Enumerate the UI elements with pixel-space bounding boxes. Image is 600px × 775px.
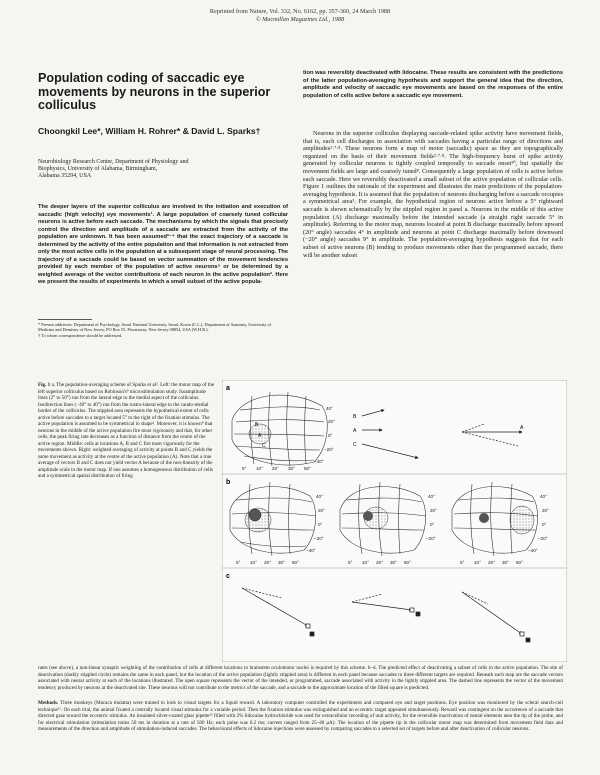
reprint-citation: Reprinted from Nature, Vol. 332, No. 6162, pp. 357-360, 24 March 1988: [209, 8, 391, 15]
methods-section: [38, 700, 563, 733]
iso-amplitude-label: 5°: [236, 560, 241, 565]
iso-amplitude-label: 10°: [362, 560, 369, 565]
iso-amplitude-label: 50°: [404, 560, 411, 565]
iso-direction-label: −40°: [528, 548, 538, 553]
iso-amplitude-label: 20°: [272, 466, 279, 471]
methods-text: Three monkeys (Macaca mulatta) were trained to look to visual targets for a liquid reward. A laboratory computer controlled the experiments and compared eye and target positions. Eye position was monitored by the scleral search-coil technique¹¹. On each trial, the animal fixated a centrally located visual stimulus for a variable period. Then the fixation stimulus was extinguished and an eccentric target appeared simultaneously. Reward was contingent on the occurrence of a saccade that directed gaze toward the eccentric stimulus. An insulated silver-coated glass pipette¹² filled with 2% lidocaine hydrochloride was used for extracellular recording of unit activity, for the reversible inactivation of neural elements near the tip of the probe, and for electrical stimulation (stimulation trains 50 ms in duration at a rate of 500 Hz; each pulse was 0.2 ms; current ranged from 25–40 μA). The location of the pipette tip in the collicular motor map was determined from movement field data and measurements of the direction and amplitude of stimulation-induced saccades. The behavioural effects of lidocaine injections were assessed by comparing saccades to a selected set of targets before and after deactivation of collicular neurons.: [38, 700, 564, 732]
iso-direction-label: 20°: [542, 508, 549, 513]
point-label-c: C: [262, 443, 266, 449]
figure-caption-text: a, The population-averaging scheme of Sparks et al². Left: the motor map of the left superior colliculus based on Robinson's⁹ microstimulation study. Isoamplitude lines (2° to 50°) run from the lateral edge to the medial aspect of the colliculus. Isodirection lines (−40° to 40°) run from the rostro-lateral edge to the caudo-medial border of the colliculus. The stippled area represents the hypothetical extent of cells active before saccades to a target located 5° to the right of the fixation stimulus. The active population is assumed to be symmetrical in shape². Moreover, it is known⁸ that neurons in the middle of the active population fire most vigorously and that, for other cells, the peak firing rate decreases as a function of distance from the centre of the active region. Middle: cells at locations A, B and C fire most vigorously for the movements shown. Right: weighted averaging of activity at points B and C yields the same movement as activity at the centre of the active population (A). Note that a true average of vectors B and C does not yield vector A because of the non-linearity of the amplitude scale in the motor map. If one assumes a homogeneous distribution of cells and a symmetrical spatial distribution of firing: [38, 382, 214, 479]
figure-caption: [38, 382, 214, 480]
body-text: [303, 130, 563, 259]
vector-label-a-right: A: [520, 425, 524, 431]
vector-label-b: B: [353, 414, 357, 420]
abstract-continued: tion was reversibly deactivated with lidocaine. These results are consistent with the predictions of the latter population-averaging hypothesis and support the general idea that the direction, amplitude and velocity of saccadic eye movements are based on the responses of the entire population of cells active before a saccadic eye movement.: [303, 70, 563, 99]
iso-amplitude-label: 10°: [474, 560, 481, 565]
iso-direction-label: −20°: [324, 447, 334, 452]
iso-direction-label: −20°: [538, 536, 548, 541]
body-paragraph: Neurons in the superior colliculus displaying saccade-related spike activity have movement fields, that is, each cell discharges in association with saccades having a particular range of directions and amplitudes²·⁷·⁸. These neurons form a map of motor (saccadic) space as they are topographically organized on the basis of their movement fields²·⁷·⁸. The high-frequency burst of spike activity generated by collicular neurons is tightly coupled temporally to saccade onset¹⁰, but spatially the movement fields are large and coarsely tuned⁸. Consequently a large population of cells is active before each saccade. Here we reversibly deactivated a small subset of the active population of collicular cells. Figure 1 outlines the rationale of the experiment and illustrates the main predictions of the population-averaging hypothesis. It is assumed that the population of neurons discharging before a saccade occupies a symmetrical area³. For example, the hypothetical region of neurons active before a 5° rightward saccade is shown schematically by the stippled region in panel a. Neurons in the middle of this active population (A) discharge maximally before the intended saccade (a straight right saccade 5° in amplitude). Referring to the motor map, neurons located at point B discharge maximally before upward (20° angle) saccades 4° in amplitude and neurons at point C discharge maximally before downward (−20° angle) saccades 9° in amplitude. The population-averaging hypothesis suggests that for each subset of active neurons (B) tending to produce movements other than the programmed saccade, there will be another subset: [303, 130, 563, 259]
iso-amplitude-label: 50°: [516, 560, 523, 565]
iso-amplitude-label: 30°: [288, 466, 295, 471]
point-label-b: B: [255, 422, 259, 428]
point-label-a: A: [258, 433, 262, 439]
figure-1: [222, 380, 567, 662]
affiliation-line: Alabama 35294, USA: [38, 173, 92, 180]
iso-amplitude-label: 10°: [250, 560, 257, 565]
iso-direction-label: 0°: [318, 522, 323, 527]
iso-direction-label: 40°: [326, 406, 333, 411]
iso-direction-label: 0°: [430, 522, 435, 527]
iso-amplitude-label: 30°: [390, 560, 397, 565]
author-list: Choongkil Lee*, William H. Rohrer* & David L. Sparks†: [38, 126, 261, 136]
panel-label-c: c: [226, 573, 230, 580]
iso-direction-label: −40°: [306, 548, 316, 553]
author-affiliation: [38, 159, 278, 181]
reprint-header: [0, 8, 600, 24]
affiliation-line: Neurobiology Research Center, Department of Physiology and: [38, 159, 189, 165]
iso-direction-label: 20°: [328, 419, 335, 424]
iso-direction-label: 0°: [328, 433, 333, 438]
iso-amplitude-label: 30°: [502, 560, 509, 565]
iso-amplitude-label: 30°: [278, 560, 285, 565]
iso-direction-label: 0°: [542, 522, 547, 527]
footnote-rule: [38, 319, 92, 320]
iso-direction-label: 20°: [318, 508, 325, 513]
iso-amplitude-label: 50°: [292, 560, 299, 565]
figure-caption-continued: rates (see above), a non-linear synaptic weighting of the contribution of cells at different locations to brainstem oculomotor nuclei is required by this scheme. b–d, The predicted effect of deactivating a subset of cells in the active population. The site of deactivation (darkly stippled circle) remains the same in each panel, but the location of the active population (lightly stippled area) is different in each panel because saccades to three different targets are required. Beneath each map are the saccade vectors associated with neural activity at each of the locations illustrated. The open square represents the vector of the intended, or programmed, saccade associated with activity in the lightly stippled area. The dashed line represents the vector of the movement tendency produced by neurons at the deactivated site. These neurons will not contribute to the metrics of the saccade, and a saccade to the approximate location of the filled square is predicted.: [38, 665, 563, 691]
figure-label: Fig. 1: [38, 382, 51, 388]
abstract: The deeper layers of the superior colliculus are involved in the initiation and execution of saccadic (high velocity) eye movements¹. A large population of coarsely tuned collicular neurons is active before each saccade. The mechanisms by which the signals that precisely control the direction and amplitude of a saccade are extracted from the activity of the population are unknown. It has been assumed²⁻⁴ that the exact trajectory of a saccade is determined by the activity of the entire population and that information is not extracted from only the most active cells in the population at a subsequent stage of neural processing. The trajectory of a saccade could be based on vector summation of the movement tendencies provided by each member of the population of active neurons⁵ or be determined by a weighted average of the vector contributions of each neuron in the active population². Here we present the results of experiments in which a small subset of the active popula-: [38, 204, 288, 286]
iso-direction-label: −40°: [314, 459, 324, 464]
vector-label-a: A: [353, 428, 357, 434]
article-title: Population coding of saccadic eye movements by neurons in the superior colliculus: [38, 71, 271, 113]
footnote-correspondence: † To whom correspondence should be addressed.: [38, 332, 123, 338]
iso-direction-label: −20°: [314, 536, 324, 541]
affiliation-line: Biophysics, University of Alabama, Birmingham,: [38, 166, 158, 173]
iso-amplitude-label: 5°: [242, 466, 247, 471]
deactivation-site: [249, 509, 261, 521]
vector-label-c: C: [353, 442, 357, 448]
panel-label-b: b: [226, 479, 231, 486]
iso-direction-label: 40°: [316, 494, 323, 499]
footnote-addresses: * Present addresses: Department of Psychology, Seoul National University, Seoul, Korea (C.L.); Department of Anatomy, University of Medicine and Dentistry of New Jersey, PO Box 55, Piscataway, New Jersey 08854, USA (W.H.R.).: [38, 322, 272, 333]
footnotes: [38, 322, 288, 338]
iso-amplitude-label: 5°: [460, 560, 465, 565]
iso-amplitude-label: 20°: [488, 560, 495, 565]
iso-amplitude-label: 20°: [264, 560, 271, 565]
iso-amplitude-label: 20°: [376, 560, 383, 565]
iso-amplitude-label: 50°: [304, 466, 311, 471]
iso-direction-label: −20°: [426, 536, 436, 541]
iso-amplitude-label: 5°: [348, 560, 353, 565]
iso-direction-label: 40°: [428, 494, 435, 499]
iso-direction-label: 20°: [430, 508, 437, 513]
iso-direction-label: 40°: [540, 494, 547, 499]
copyright-line: © Macmillan Magazines Ltd., 1988: [255, 16, 345, 23]
methods-label: Methods.: [38, 700, 59, 706]
iso-amplitude-label: 10°: [256, 466, 263, 471]
panel-label-a: a: [226, 385, 230, 392]
